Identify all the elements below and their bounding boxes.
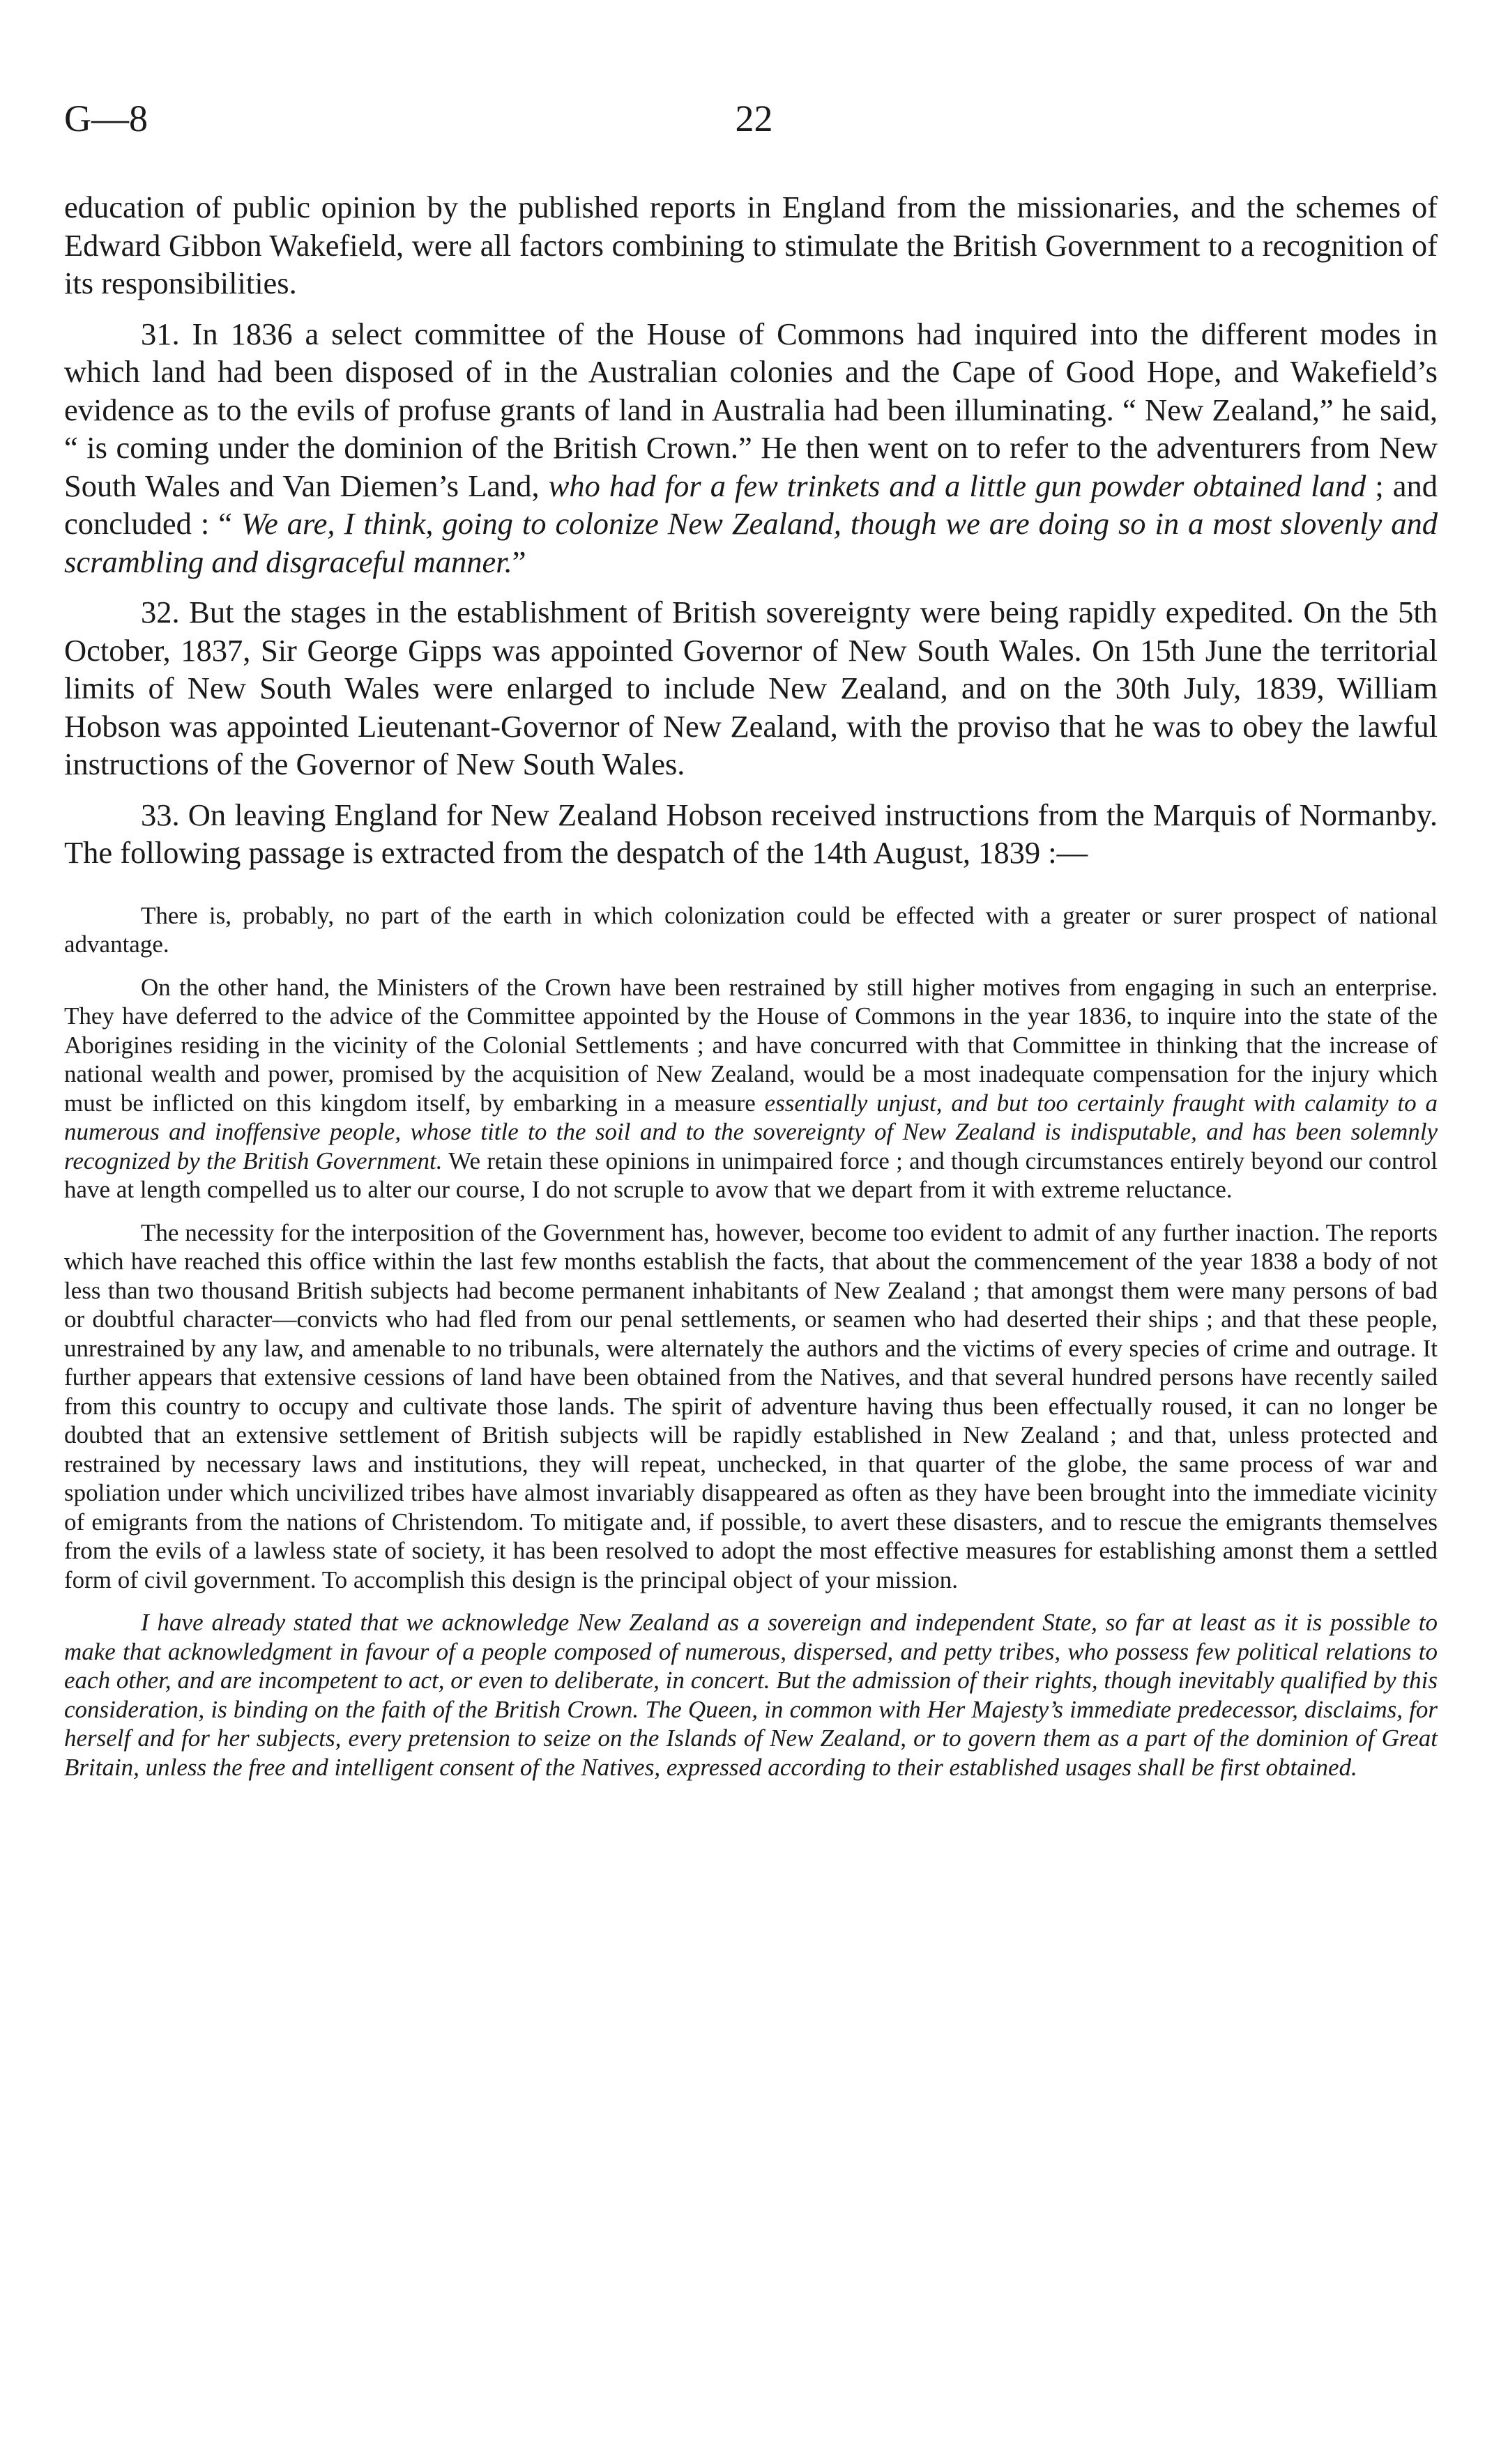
q2-text-a: On the other hand, the Ministers of the Crown have been restrained by still higher motives from engaging in such an enterprise. They have deferred to the advice of the Committee appointed by the House of Commons in the year 1836, to inquire into the state of the Aborigines residing in the vicinity of the Colonial Settlements ; and have concurred with that Committee in thinking that the increase of national wealth and power, promised by the acquisition of New Zealand, would be a most inadequate compensation for the injury which must be inflicted on this kingdom itself, by embarking in a measure [64,973,1438,1117]
p31-italic-b: who had for a few trinkets and a little gun powder obtained land [548,468,1366,503]
p31-text-a: 31. In 1836 a select committee of the House of Commons had inquired into the different modes in which land had been disposed of in the Australian colonies and the Cape of Good Hope, and Wakefield’s evidence as to the evils of profuse grants of land in Australia had been illuminating. “ New Zealand,” he said, “ is coming under the dominion of the British Crown.” He then went on to refer to the adventurers from New South Wales and Van Diemen’s Land, [64,316,1438,503]
q4-italic: I have already stated that we acknowledge New Zealand as a sovereign and independent State, so far at least as it is possible to make that acknowledgment in favour of a people composed of numerous, dispersed, and petty tribes, who possess few political relations to each other, and are incompetent to act, or even to deliberate, in concert. But the admission of their rights, though inevitably qualified by this consideration, is binding on the faith of the British Crown. The Queen, in common with Her Majesty’s immediate predecessor, disclaims, for herself and for her subjects, every pretension to seize on the Islands of New Zealand, or to govern them as a part of the dominion of Great Britain, unless the free and intelligent consent of the Natives, expressed according to their established usages shall be first obtained. [64,1609,1438,1781]
paragraph-32: 32. But the stages in the establishment of British sovereignty were being rapidly expedited. On the 5th October, 1837, Sir George Gipps was appointed Governor of New South Wales. On 15th June the territorial limits of New South Wales were enlarged to include New Zealand, and on the 30th July, 1839, William Hobson was appointed Lieutenant-Governor of New Zealand, with the proviso that he was to obey the lawful instructions of the Governor of New South Wales. [64,595,1438,781]
paragraph-33: 33. On leaving England for New Zealand Hobson received instructions from the Marquis of Normanby. The following passage is extracted from the despatch of the 14th August, 1839 :— [64,797,1438,870]
paragraph-continued: education of public opinion by the published reports in England from the missionaries, and the schemes of Edward Gibbon Wakefield, were all factors combining to stimulate the British Government to a recognition of its responsibilities. [64,190,1438,300]
quote-paragraph-1: There is, probably, no part of the earth in which colonization could be effected with a greater or surer prospect of national advantage. [64,901,1438,958]
main-text [64,188,1438,872]
series-code: G—8 [64,98,148,139]
q2-text-c: We retain these opinions in unimpaired force ; and though circumstances entirely beyond our control have at length compelled us to alter our course, I do not scruple to avow that we depart from it with extreme reluctance. [64,1147,1438,1203]
body-text [64,188,1438,1782]
despatch-quote [64,901,1438,1782]
page-number: 22 [735,98,773,139]
q2-italic-b: essentially unjust, and but too certainly fraught with calamity to a numerous and inoffensive people, whose title to the soil and to the sovereignty of New Zealand is indisputable, and has been solemnly recognized by the British Government. [64,1089,1438,1174]
p31-italic-quote: We are, I think, going to colonize New Zealand, though we are doing so in a most slovenly and scrambling and disgraceful manner. [64,506,1438,579]
quote-paragraph-2 [64,973,1438,1204]
p31-text-c: ; and concluded : “ [64,468,1438,541]
paragraph-31 [64,315,1438,581]
quote-paragraph-4 [64,1608,1438,1782]
quote-paragraph-3: The necessity for the interposition of the Government has, however, become too evident to admit of any further inaction. The reports which have reached this office within the last few months establish the facts, that about the commencement of the year 1838 a body of not less than two thousand British subjects had become permanent inhabitants of New Zealand ; that amongst them were many persons of bad or doubtful character—convicts who had fled from our penal settlements, or seamen who had deserted their ships ; and that these people, unrestrained by any law, and amenable to no tribunals, were alternately the authors and the victims of every species of crime and outrage. It further appears that extensive cessions of land have been obtained from the Natives, and that several hundred persons have recently sailed from this country to occupy and cultivate those lands. The spirit of adventure having thus been effectually roused, it can no longer be doubted that an extensive settlement of British subjects will be rapidly established in New Zealand ; and that, unless protected and restrained by necessary laws and institutions, they will repeat, unchecked, in that quarter of the globe, the same process of war and spoliation under which uncivilized tribes have almost invariably disappeared as often as they have been brought into the immediate vicinity of emigrants from the nations of Christendom. To mitigate and, if possible, to avert these disasters, and to rescue the emigrants themselves from the evils of a lawless state of society, it has been resolved to adopt the most effective measures for establishing amonst them a settled form of civil government. To accomplish this design is the principal object of your mission. [64,1218,1438,1593]
p31-text-e: ” [512,544,526,579]
